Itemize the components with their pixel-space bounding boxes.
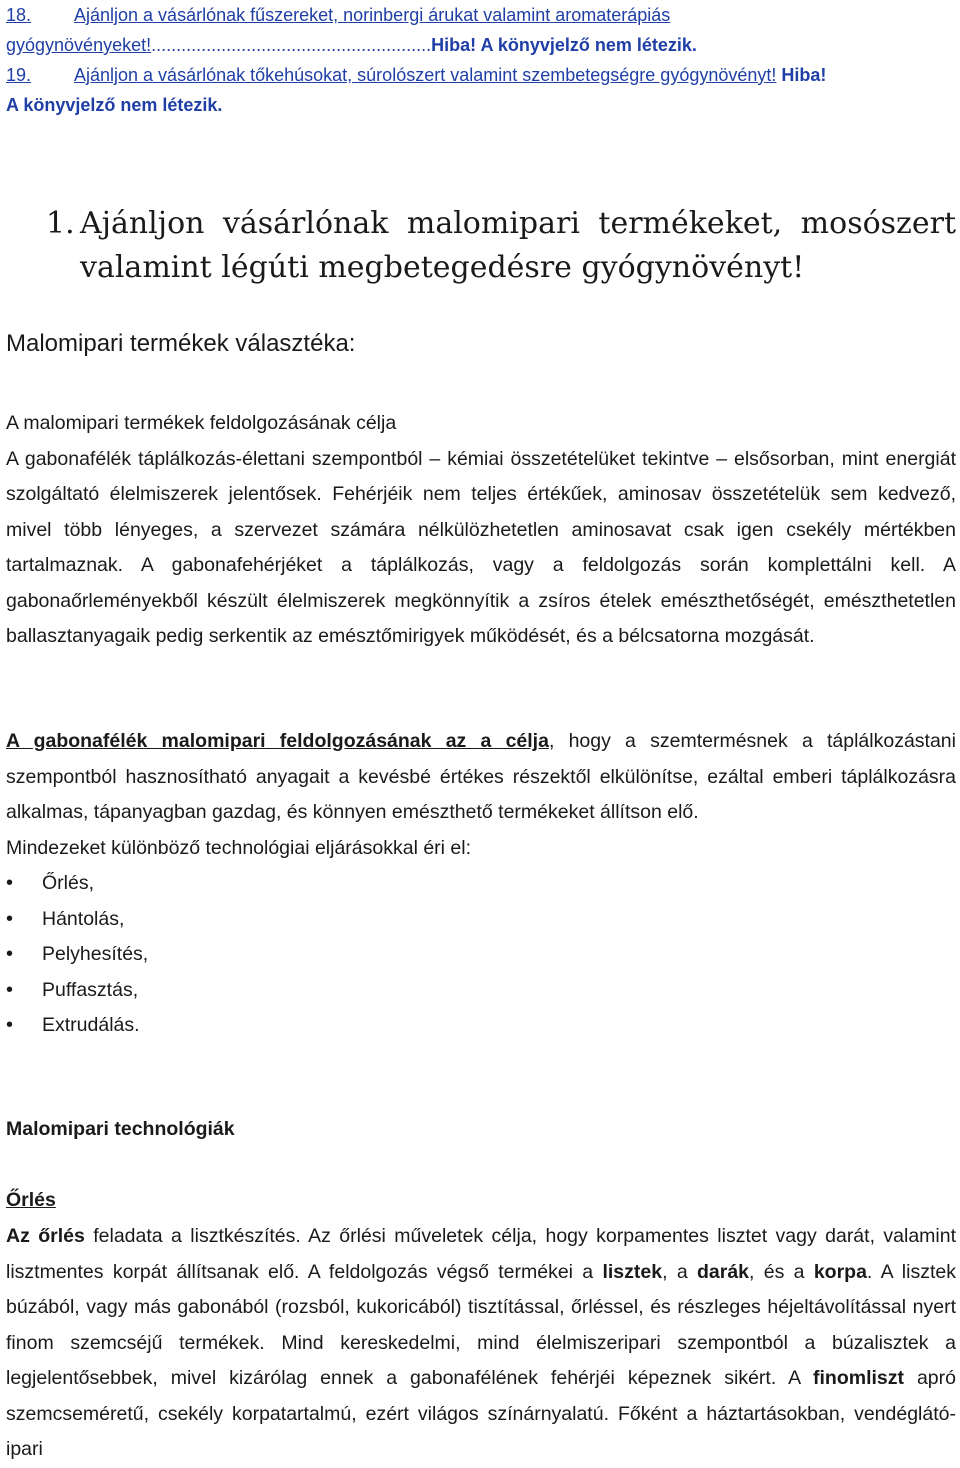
heading-number: 1.: [46, 206, 75, 241]
technology-list: [6, 866, 956, 1044]
toc-entry-18-continued[interactable]: [6, 30, 956, 60]
paragraph-intro: Mindezeket különböző technológiai eljárásokkal éri el:: [6, 836, 472, 859]
paragraph-title: A malomipari termékek feldolgozásának célja: [6, 412, 397, 434]
paragraph-text: apró szemcseméretű, csekély korpatartalmú, ezért világos színárnyalatú. Főként a háztartásokban, vendéglátó-ipari: [6, 1367, 956, 1460]
toc-link[interactable]: gyógynövényeket!: [6, 35, 152, 55]
bold-text: korpa: [813, 1260, 867, 1283]
toc-link[interactable]: Ajánljon a vásárlónak tőkehúsokat, súrolószert valamint szembetegségre gyógynövényt!: [74, 65, 777, 85]
toc-entry-19-continued: [6, 90, 956, 120]
list-item: • Hántolás,: [6, 902, 956, 938]
subheading-technologies: Malomipari technológiák: [6, 1118, 235, 1140]
paragraph-text: , hogy a szemtermésnek a táplálkozástani szempontból hasznosítható anyagait a kevésbé értékes részektől elkülönítse, ezáltal emberi táplálkozásra alkalmas, tápanyagban gazdag, és könnyen emészthető termékeket állítson elő.: [6, 730, 956, 823]
paragraph-text: , és a: [749, 1260, 814, 1283]
list-item: • Extrudálás.: [6, 1008, 956, 1044]
toc-error: Hiba! A könyvjelző nem létezik.: [431, 35, 697, 55]
paragraph-body: A gabonafélék táplálkozás-élettani szempontból – kémiai összetételüket tekintve – elsősorban, mint energiát szolgáltató élelmiszerek jelentősek. Fehérjéik nem teljes értékűek, aminosav összetételük sem kedvező, mivel több lényeges, a szervezet számára nélkülözhetetlen aminosavat csak igen csekély mértékben tartalmaznak. A gabonafehérjéket a táplálkozás, vagy a feldolgozás során komplettálni kell. A gabonaőrleményekből készült élelmiszerek megkönnyítik a zsíros ételek emészthetőségét, emészthetetlen ballasztanyagaik pedig serkentik az emésztőmirigyek működését, és a bélcsatorna mozgását.: [6, 447, 956, 647]
paragraph-body: [6, 724, 956, 831]
document-page: [6, 0, 956, 1460]
heading-text: Ajánljon vásárlónak malomipari termékeket, mosószert valamint légúti megbetegedésre gyógynövényt!: [80, 206, 956, 285]
section-title: Malomipari termékek választéka:: [6, 330, 356, 357]
toc-number[interactable]: 19.: [6, 65, 32, 85]
paragraph-text: , a: [662, 1260, 697, 1283]
paragraph-goal: [6, 724, 956, 1044]
toc-link[interactable]: Ajánljon a vásárlónak fűszereket, norinbergi árukat valamint aromaterápiás: [74, 5, 671, 25]
subheading-orles: Őrlés: [6, 1189, 56, 1211]
table-of-contents: [6, 0, 956, 120]
bold-text: Az őrlés: [6, 1225, 85, 1247]
bold-text: darák: [696, 1260, 750, 1283]
toc-entry-19[interactable]: [6, 60, 956, 90]
paragraph-body: [6, 1219, 956, 1468]
paragraph-text: . A lisztek búzából, vagy más gabonából (rozsból, kukoricából) tisztítással, őrléssel, és részleges héjeltávolítással nyert finom szemcséjű termékek. Mind kereskedelmi, mind élelmiszeripari szempontból a búzalisztek a legjelentősebbek, mivel kizárólag ennek a gabonafélének fehérjéi képeznek sikért. A: [6, 1260, 956, 1389]
bold-underlined-text: A gabonafélék malomipari feldolgozásának az a célja: [6, 730, 549, 752]
list-item: • Pelyhesítés,: [6, 937, 956, 973]
bold-text: lisztek: [602, 1260, 663, 1283]
paragraph-orles: [6, 1219, 956, 1468]
toc-error: Hiba!: [781, 65, 827, 85]
list-item: • Őrlés,: [6, 866, 956, 902]
bold-text: finomliszt: [813, 1367, 905, 1389]
main-heading: [46, 202, 956, 290]
toc-leader-dots: ........................................................: [151, 35, 432, 55]
toc-entry-18[interactable]: [6, 0, 956, 30]
list-item: • Puffasztás,: [6, 973, 956, 1009]
toc-number[interactable]: 18.: [6, 5, 32, 25]
paragraph-text: feladata a lisztkészítés. Az őrlési műveletek célja, hogy korpamentes lisztet vagy darát, valamint lisztmentes korpát állítsanak elő. A feldolgozás végső termékei a: [6, 1225, 956, 1283]
paragraph-purpose: [6, 406, 956, 655]
toc-error: A könyvjelző nem létezik.: [6, 95, 223, 115]
